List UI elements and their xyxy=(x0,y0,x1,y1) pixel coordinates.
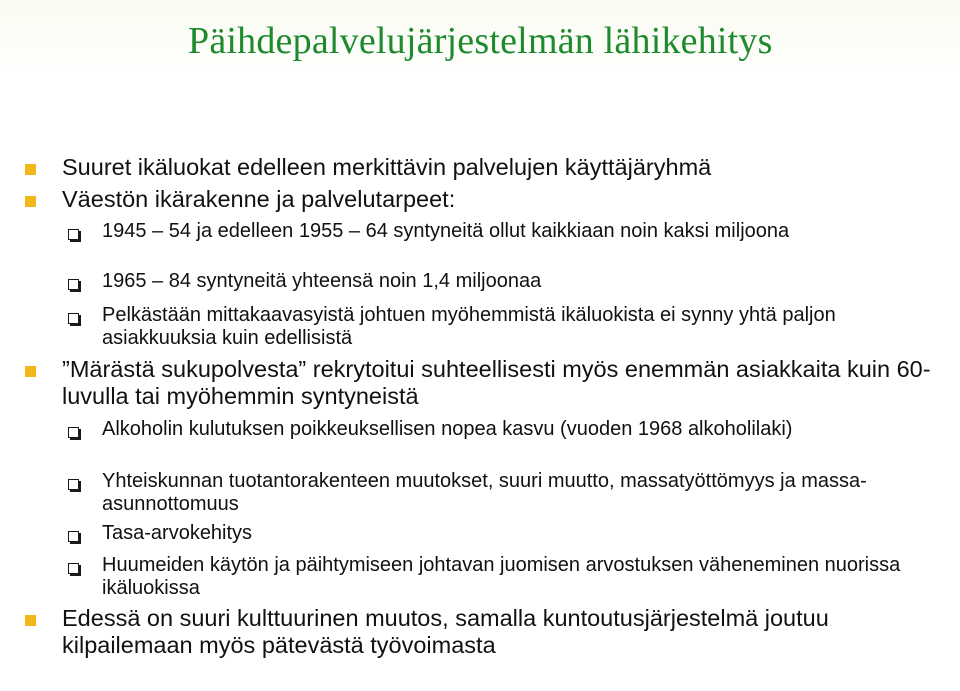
bullet-level2: 1965 – 84 syntyneitä yhteensä noin 1,4 miljoonaa xyxy=(102,270,542,292)
bullet-level2: Alkoholin kulutuksen poikkeuksellisen nopea kasvu (vuoden 1968 alkoholilaki) xyxy=(102,418,793,440)
bullet-level2: Tasa-arvokehitys xyxy=(102,522,253,544)
checkbox-bullet-icon xyxy=(68,563,79,574)
bullet-level2: Huumeiden käytön ja päihtymiseen johtavan juomisen arvostuksen väheneminen nuorissa ikäluokissa xyxy=(102,554,901,599)
bullet-level1: ”Märästä sukupolvesta” rekrytoitui suhteellisesti myös enemmän asiakkaita kuin 60-luvulla tai myöhemmin syntyneistä xyxy=(62,356,931,409)
slide-title: Päihdepalvelujärjestelmän lähikehitys xyxy=(188,20,773,62)
bullet-level1: Väestön ikärakenne ja palvelutarpeet: xyxy=(62,186,456,212)
square-bullet-icon xyxy=(25,366,36,377)
bullet-level2: 1945 – 54 ja edelleen 1955 – 64 syntyneitä ollut kaikkiaan noin kaksi miljoona xyxy=(102,220,790,242)
bullet-level1: Edessä on suuri kulttuurinen muutos, samalla kuntoutusjärjestelmä joutuu kilpailemaan myös pätevästä työvoimasta xyxy=(62,605,829,658)
square-bullet-icon xyxy=(25,615,36,626)
checkbox-bullet-icon xyxy=(68,531,79,542)
bullet-level2: Pelkästään mittakaavasyistä johtuen myöhemmistä ikäluokista ei synny yhtä paljon asiakkuuksia kuin edellisistä xyxy=(102,304,836,349)
checkbox-bullet-icon xyxy=(68,229,79,240)
checkbox-bullet-icon xyxy=(68,427,79,438)
bullet-level1: Suuret ikäluokat edelleen merkittävin palvelujen käyttäjäryhmä xyxy=(62,154,712,180)
checkbox-bullet-icon xyxy=(68,313,79,324)
square-bullet-icon xyxy=(25,196,36,207)
square-bullet-icon xyxy=(25,164,36,175)
checkbox-bullet-icon xyxy=(68,279,79,290)
checkbox-bullet-icon xyxy=(68,479,79,490)
bullet-level2: Yhteiskunnan tuotantorakenteen muutokset, suuri muutto, massatyöttömyys ja massa-asunnottomuus xyxy=(102,470,867,515)
